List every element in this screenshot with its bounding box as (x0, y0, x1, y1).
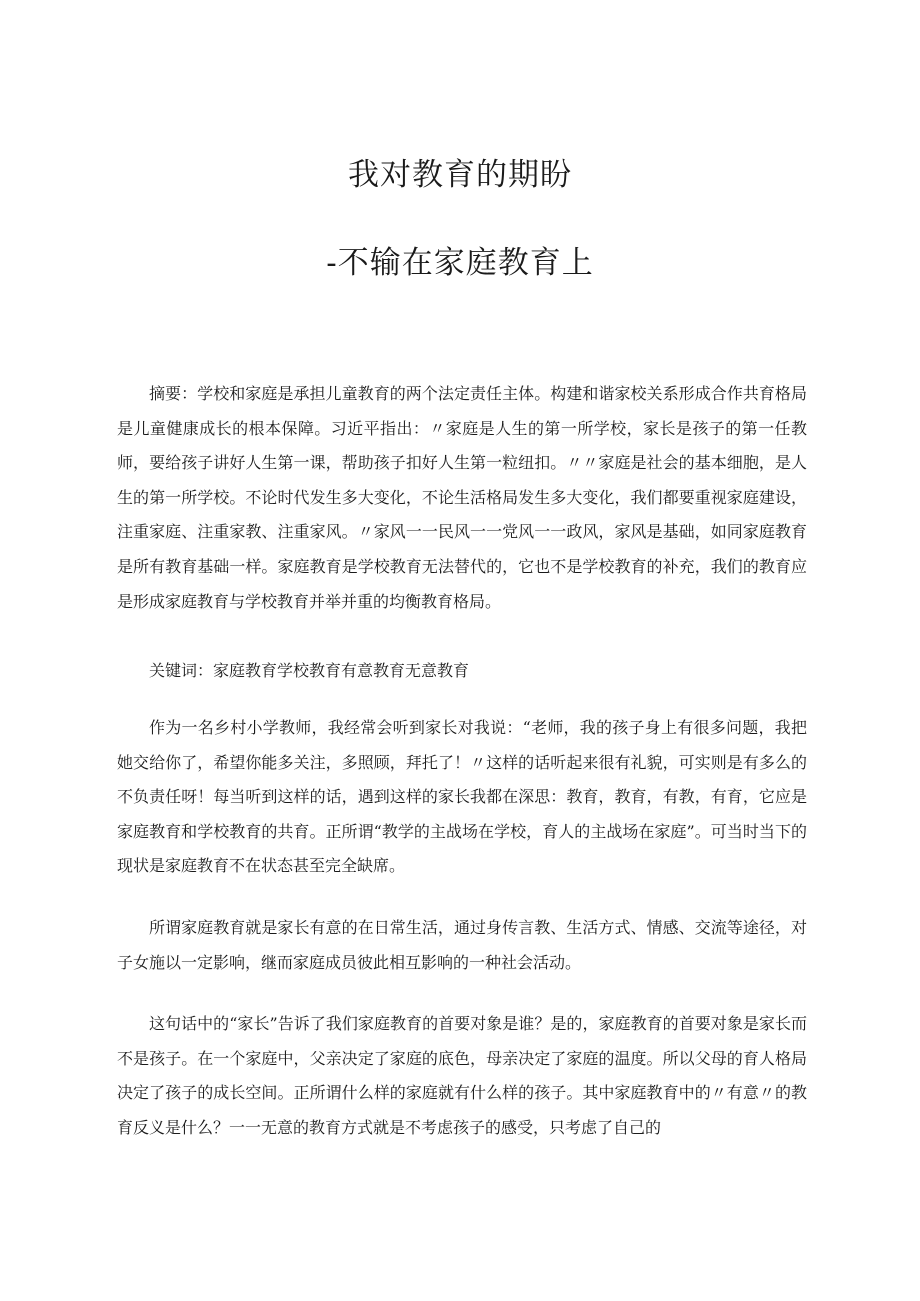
body-paragraph-2: 所谓家庭教育就是家长有意的在日常生活，通过身传言教、生活方式、情感、交流等途径，对子女施以一定影响，继而家庭成员彼此相互影响的一种社会活动。 (117, 918, 807, 972)
body-paragraph-3: 这句话中的“家长”告诉了我们家庭教育的首要对象是谁？是的，家庭教育的首要对象是家长而不是孩子。在一个家庭中，父亲决定了家庭的底色，母亲决定了家庭的温度。所以父母的育人格局决定了孩子的成长空间。正所谓什么样的家庭就有什么样的孩子。其中家庭教育中的〃有意〃的教育反义是什么？一一无意的教育方式就是不考虑孩子的感受，只考虑了自己的 (117, 1014, 807, 1137)
document-subtitle: -不输在家庭教育上 (326, 245, 594, 281)
document-title: 我对教育的期盼 (348, 157, 572, 193)
body-paragraph-1: 作为一名乡村小学教师，我经常会听到家长对我说：“老师，我的孩子身上有很多问题，我把她交给你了，希望你能多关注，多照顾，拜托了！〃这样的话听起来很有礼貌，可实则是有多么的不负责任呀！每当听到这样的话，遇到这样的家长我都在深思：教育，教育，有教，有育，它应是家庭教育和学校教育的共育。正所谓“教学的主战场在学校，育人的主战场在家庭”。可当时当下的现状是家庭教育不在状态甚至完全缺席。 (117, 718, 807, 876)
abstract-paragraph: 摘要：学校和家庭是承担儿童教育的两个法定责任主体。构建和谐家校关系形成合作共育格局是儿童健康成长的根本保障。习近平指出：〃家庭是人生的第一所学校，家长是孩子的第一任教师，要给孩子讲好人生第一课，帮助孩子扣好人生第一粒纽扣。〃〃家庭是社会的基本细胞，是人生的第一所学校。不论时代发生多大变化，不论生活格局发生多大变化，我们都要重视家庭建设，注重家庭、注重家教、注重家风。〃家风一一民风一一党风一一政风，家风是基础，如同家庭教育是所有教育基础一样。家庭教育是学校教育无法替代的，它也不是学校教育的补充，我们的教育应是形成家庭教育与学校教育并举并重的均衡教育格局。 (117, 384, 807, 611)
keywords-paragraph: 关键词：家庭教育学校教育有意教育无意教育 (149, 661, 470, 680)
